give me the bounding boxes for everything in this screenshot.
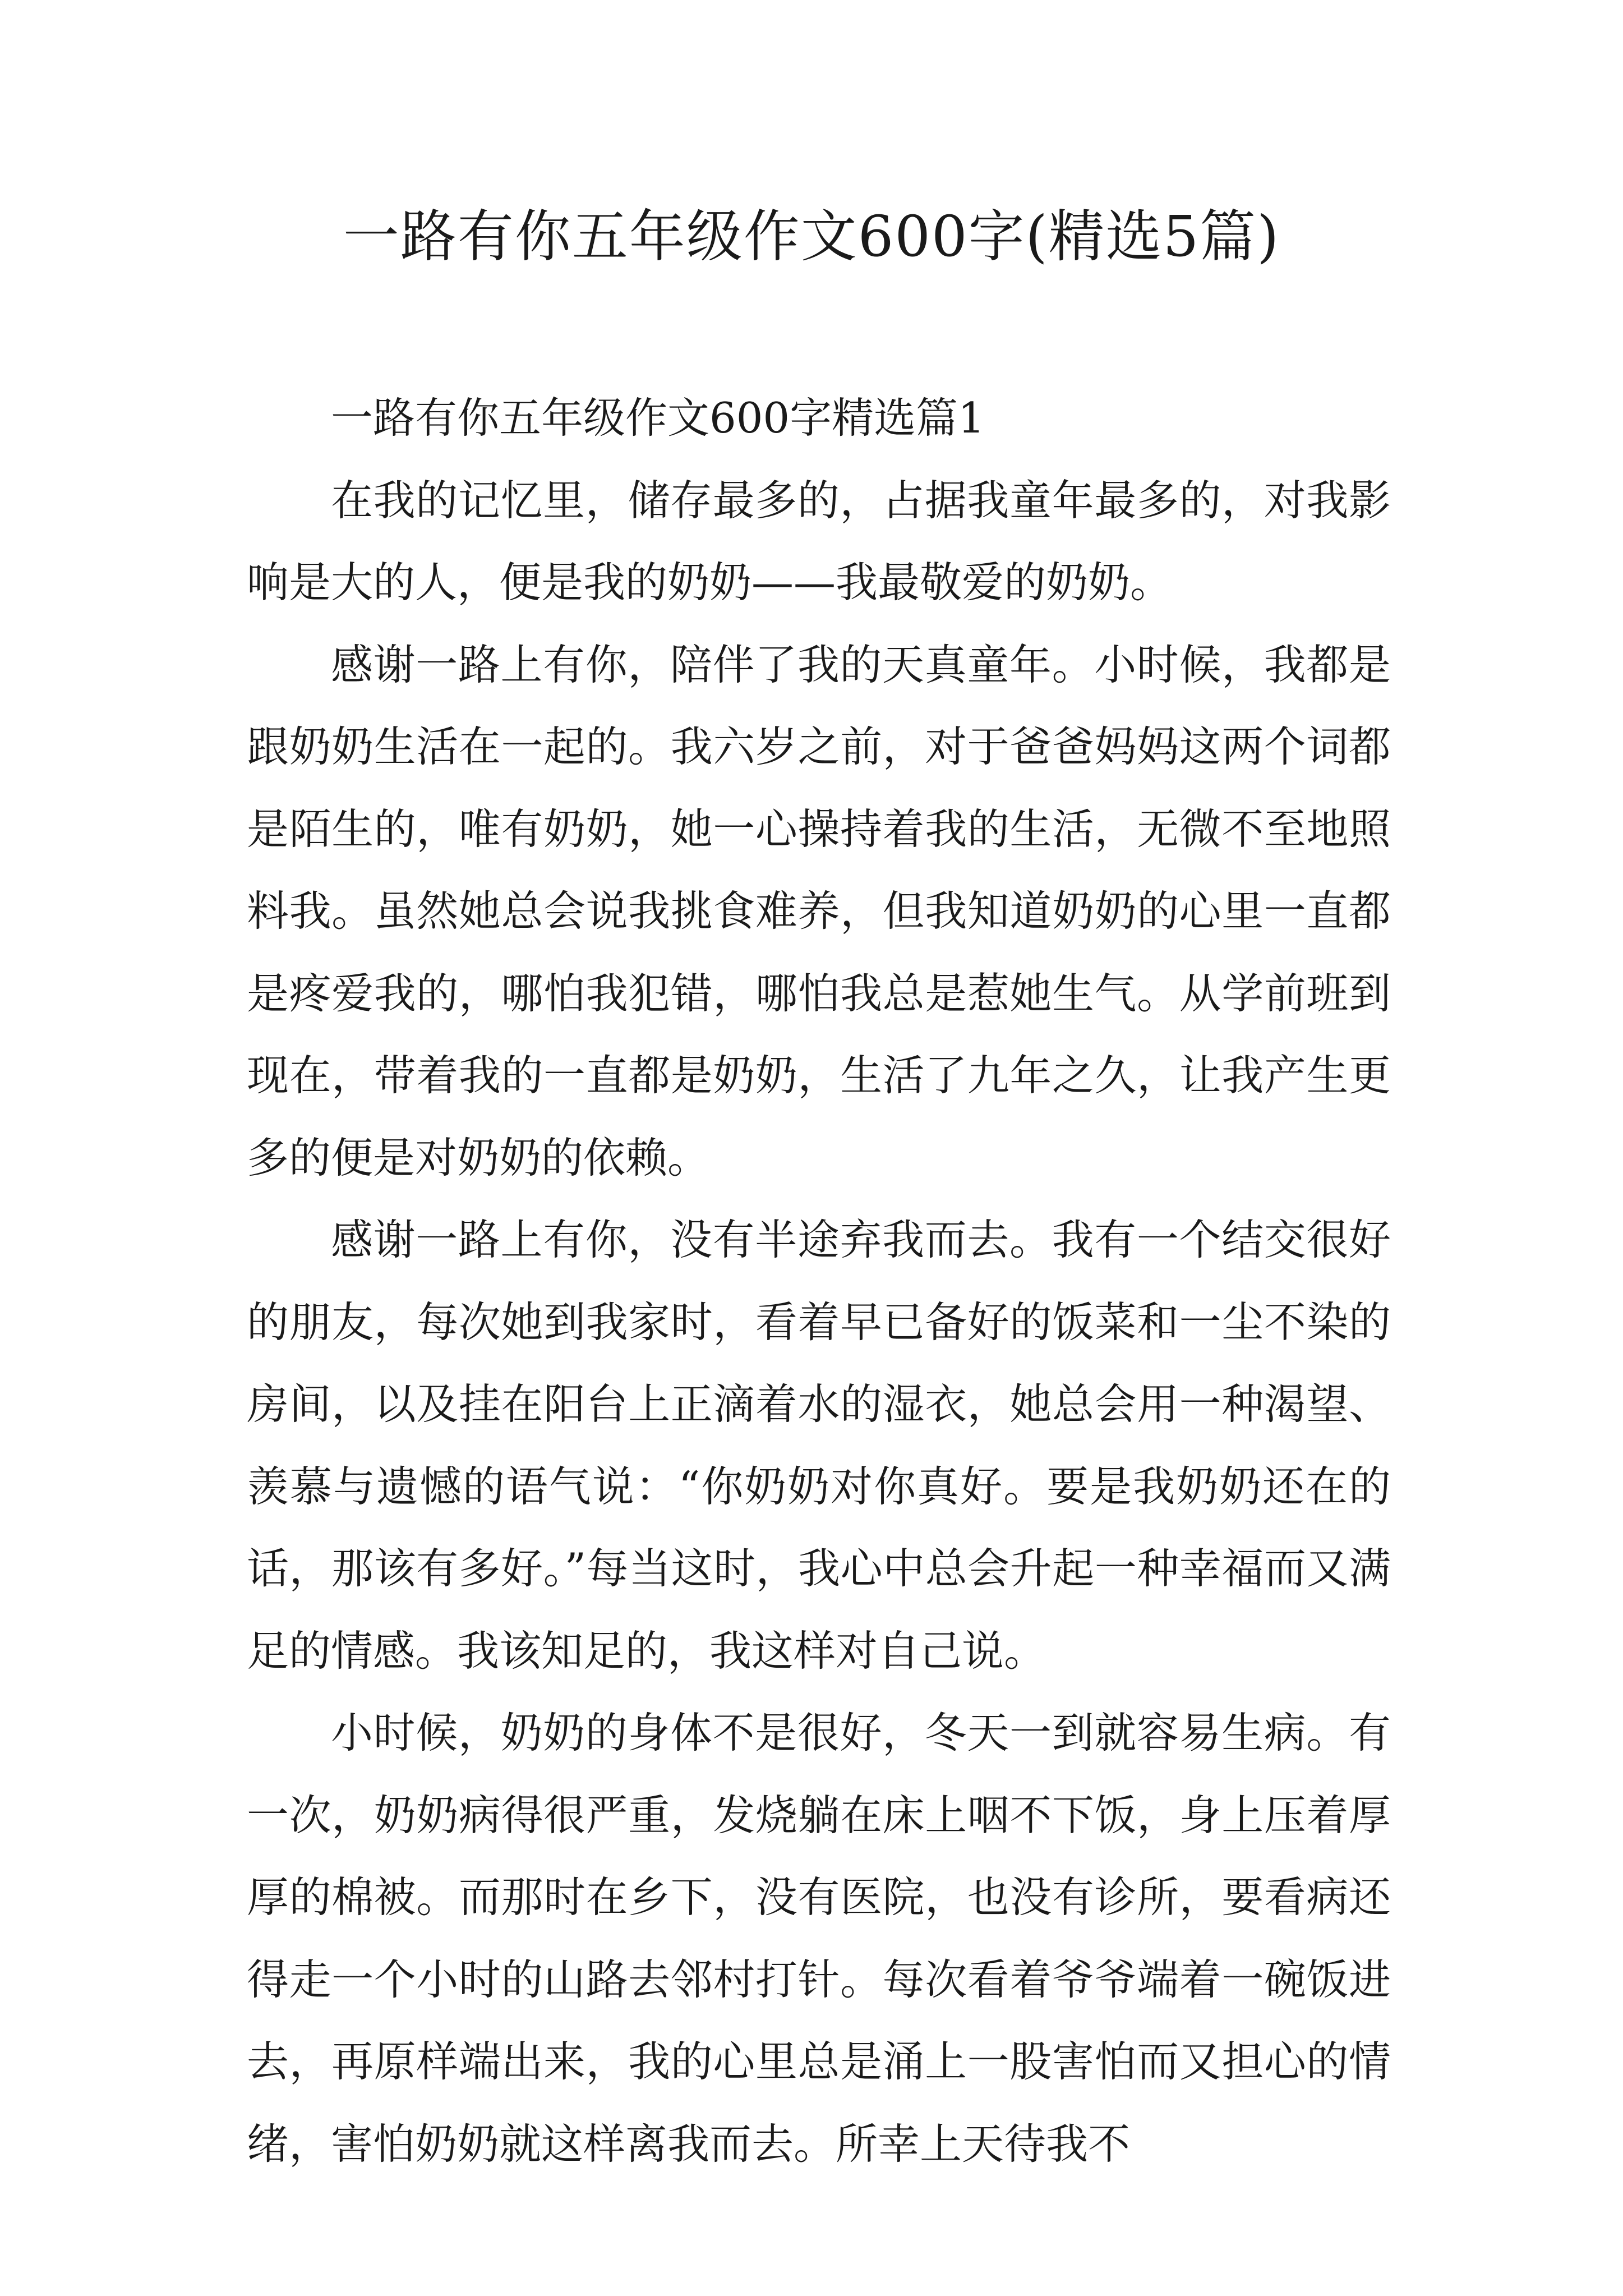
paragraph-3: 感谢一路上有你，没有半途弃我而去。我有一个结交很好的朋友，每次她到我家时，看着早已备好的饭菜和一尘不染的房间，以及挂在阳台上正滴着水的湿衣，她总会用一种渴望、羡慕与遗憾的语气说：“你奶奶对你真好。要是我奶奶还在的话，那该有多好。”每当这时，我心中总会升起一种幸福而又满足的情感。我该知足的，我这样对自己说。 bbox=[247, 1215, 1391, 1676]
document-title: 一路有你五年级作文600字(精选5篇) bbox=[343, 204, 1280, 269]
document-body bbox=[247, 377, 1391, 2185]
section-heading: 一路有你五年级作文600字精选篇1 bbox=[331, 393, 985, 443]
paragraph-4: 小时候，奶奶的身体不是很好，冬天一到就容易生病。有一次，奶奶病得很严重，发烧躺在床上咽不下饭，身上压着厚厚的棉被。而那时在乡下，没有医院，也没有诊所，要看病还得走一个小时的山路去邻村打针。每次看着爷爷端着一碗饭进去，再原样端出来，我的心里总是涌上一股害怕而又担心的情绪，害怕奶奶就这样离我而去。所幸上天待我不 bbox=[247, 1708, 1391, 2169]
paragraph-1: 在我的记忆里，储存最多的，占据我童年最多的，对我影响是大的人，便是我的奶奶——我最敬爱的奶奶。 bbox=[247, 475, 1391, 607]
paragraph-2: 感谢一路上有你，陪伴了我的天真童年。小时候，我都是跟奶奶生活在一起的。我六岁之前，对于爸爸妈妈这两个词都是陌生的，唯有奶奶，她一心操持着我的生活，无微不至地照料我。虽然她总会说我挑食难养，但我知道奶奶的心里一直都是疼爱我的，哪怕我犯错，哪怕我总是惹她生气。从学前班到现在，带着我的一直都是奶奶，生活了九年之久，让我产生更多的便是对奶奶的依赖。 bbox=[247, 639, 1391, 1182]
